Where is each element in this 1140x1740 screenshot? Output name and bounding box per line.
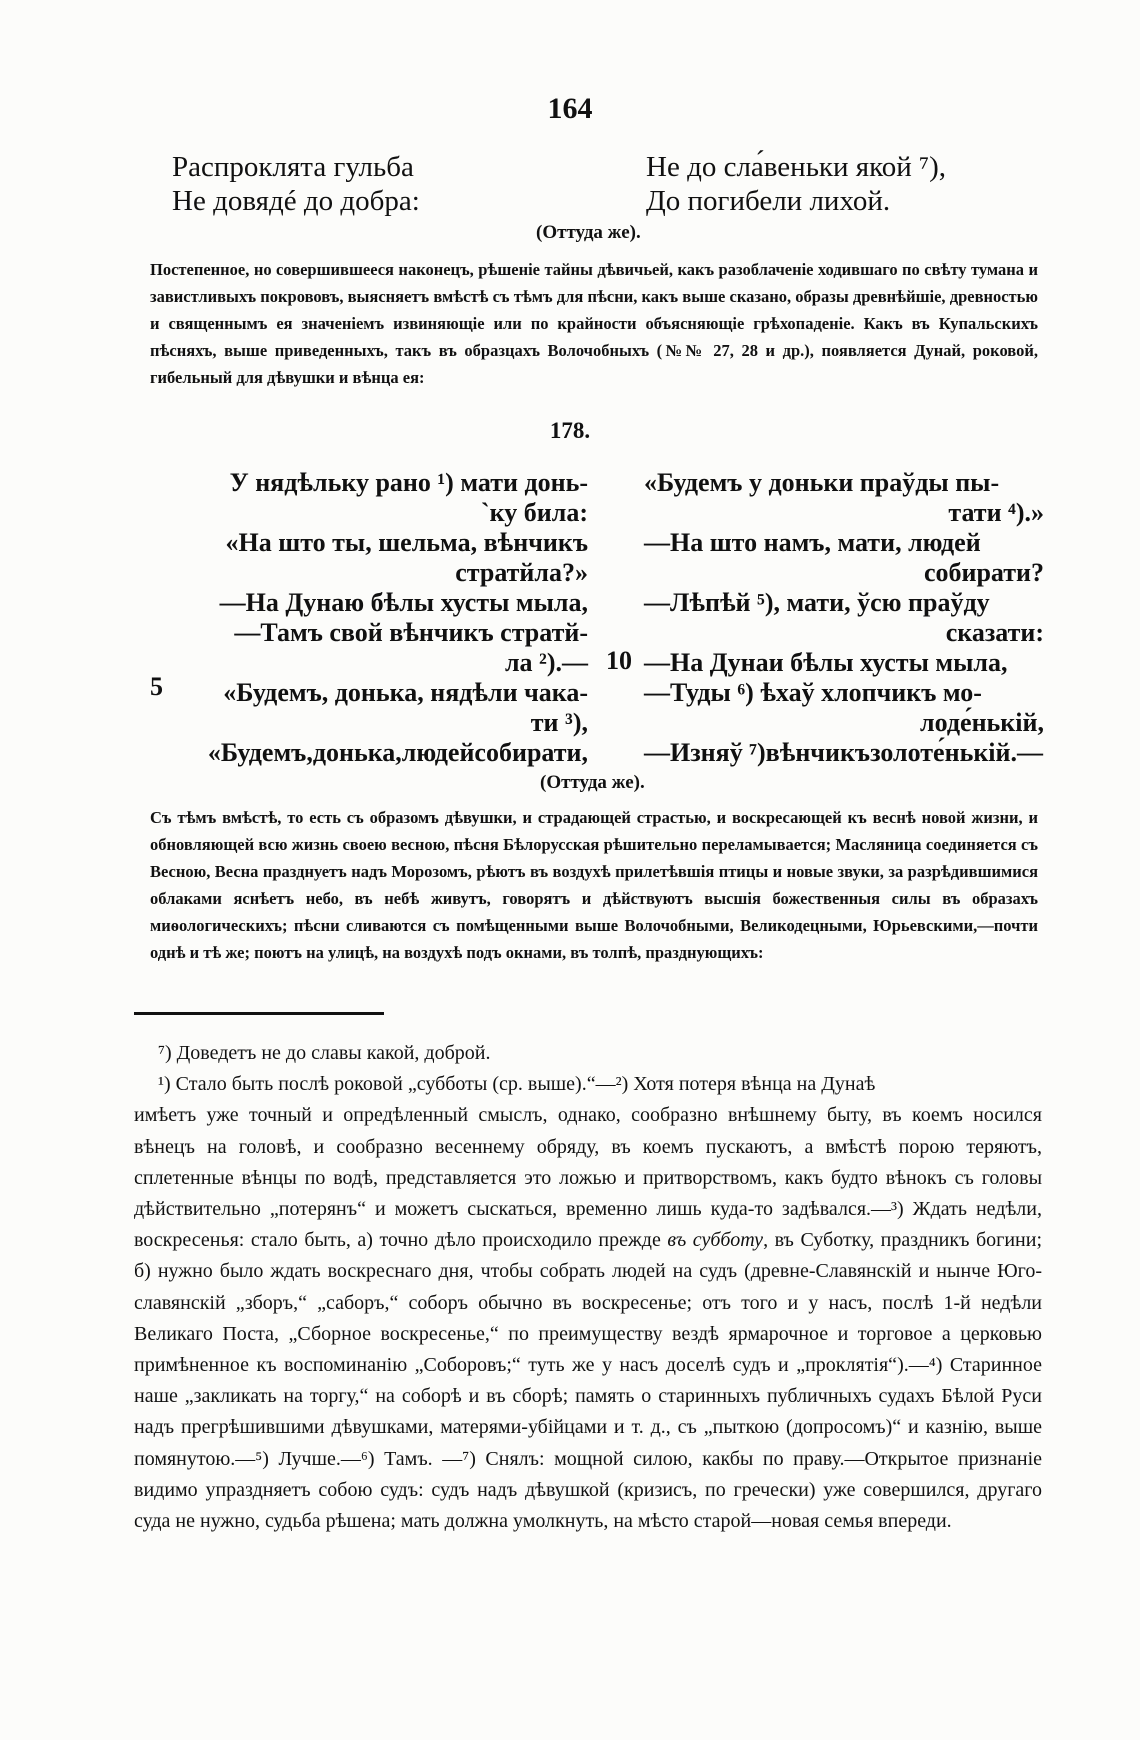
song-line: —На Дунаи бѣлы хусты мыла, [644, 648, 1008, 677]
footnote-1: ¹) Стало быть послѣ роковой „субботы (ср. выше).“—²) Хотя потеря вѣнца на Дунаѣ [158, 1073, 876, 1096]
song-line: —На Дунаю бѣлы хусты мыла, [219, 588, 588, 617]
song-line: —На што намъ, мати, людей [644, 528, 981, 557]
song-line: —Изняў ⁷)вѣнчикъзолоте́нькій.— [644, 738, 1044, 767]
song-line: «Будемъ,донька,людейсобирати, [207, 738, 588, 767]
song-line: тати ⁴).» [948, 498, 1044, 527]
page-number: 164 [547, 92, 593, 125]
verse-line: Не до сла́веньки якой ⁷), [646, 151, 947, 183]
song-left-column [150, 468, 588, 768]
song-line: «На што ты, шельма, вѣнчикъ [225, 528, 588, 557]
song-line: `ку била: [481, 498, 588, 527]
song-line: ла ²).— [504, 648, 588, 677]
song-right-column [644, 468, 1044, 768]
footnote-body [134, 1100, 1042, 1537]
footnote-7: ⁷) Доведетъ не до славы какой, доброй. [158, 1042, 491, 1064]
song-line: стратйла?» [455, 558, 588, 587]
verse-line: Не довядé до добра: [172, 185, 420, 217]
song-line: —Туды ⁶) ѣхаў хлопчикъ мо- [644, 678, 982, 707]
verse-top-right [646, 150, 946, 218]
song-line: У нядѣльку рано ¹) мати донь- [229, 468, 588, 497]
song-line: сказати: [945, 618, 1044, 647]
verse-top-left [172, 150, 420, 218]
footnote-text: имѣетъ уже точный и опредѣленный смыслъ, однако, сообразно внѣшнему быту, въ коемъ носился вѣнецъ на головѣ, и сообразно весеннему обряду, въ коемъ пускаютъ, а вмѣстѣ порою теряютъ, сплетенные вѣнцы по водѣ, представляется это ложью и притворствомъ, какъ будто вѣнокъ съ головы дѣйствительно „потерянъ“ и можетъ сыскаться, временно лишь куда-то задѣвался.—³) Ждать недѣли, воскресенья: стало быть, а) точно дѣло происходило прежде [134, 1104, 1042, 1252]
footnote-italic: въ субботу [667, 1229, 764, 1252]
line-marker-10: 10 [606, 646, 632, 675]
song-line: —Лѣпѣй ⁵), мати, ўсю праўду [644, 588, 990, 617]
prose-paragraph-2: Съ тѣмъ вмѣстѣ, то есть съ образомъ дѣвушки, и страдающей страстью, и воскресающей къ веснѣ новой жизни, и обновляющей всю жизнь своею весною, пѣсня Бѣлорусская рѣшительно переламывается; Масляница соединяется съ Весною, Весна празднуетъ надъ Морозомъ, рѣютъ въ воздухѣ прилетѣвшія птицы и новые звуки, за разрѣдившимися облаками яснѣетъ небо, въ небѣ живутъ, говорятъ и дѣйствуютъ высшія божественныя силы въ образахъ миѳологическихъ; пѣсни сливаются съ помѣщенными выше Волочобными, Великодецными, Юрьевскими,—почти однѣ и тѣ же; поютъ на улицѣ, на воздухѣ подъ окнами, въ толпѣ, празднующихъ: [150, 808, 1038, 962]
footnotes [134, 1038, 1042, 1537]
song-line: «Будемъ, донька, нядѣли чака- [223, 678, 588, 707]
footnote-text: , въ Суботку, праздникъ богини; б) нужно было ждать воскреснаго дня, чтобы собрать людей на судъ (древне-Славянскій и нынче Юго-славянскій „зборъ,“ „саборъ,“ соборъ обычно въ воскресенье; отъ того и у насъ, послѣ 1-й недѣли Великаго Поста, „Сборное воскресенье,“ по преимуществу вездѣ ярмарочное и торговое а церковью примѣненное къ воспоминанію „Соборовъ;“ туть же у насъ доселѣ судъ и „проклятія“).—⁴) Старинное наше „закликать на торгу,“ на соборѣ и въ сборѣ; память о старинныхъ публичныхъ судахъ Бѣлой Руси надъ прегрѣшившими дѣвушками, матерями-убійцами и т. д., съ „пыткою (допросомъ)“ и казнію, выше помянутою.—⁵) Лучше.—⁶) Тамъ. —⁷) Снялъ: мощной силою, какбы по праву.—Открытое признаніе видимо упраздняетъ собою судъ: судъ надъ дѣвушкой (кризисъ, по гречески) уже совершился, другаго суда не нужно, судьба рѣшена; мать должна умолкнуть, на мѣсто старой—новая семья впереди. [134, 1229, 1043, 1533]
prose-paragraph-1: Постепенное, но совершившееся наконецъ, рѣшеніе тайны дѣвичьей, какъ разоблаченіе ходившаго по свѣту тумана и завистливыхъ покрововъ, выясняетъ вмѣстѣ съ тѣмъ для пѣсни, какъ выше сказано, образы древнѣйшіе, древностью и священнымъ ея значеніемъ извиняющіе или по крайности объясняющіе грѣхопаденіе. Какъ въ Купальскихъ пѣсняхъ, выше приведенныхъ, такъ въ образцахъ Волочобныхъ (№№ 27, 28 и др.), появляется Дунай, роковой, гибельный для дѣвушки и вѣнца ея: [150, 260, 1038, 387]
song-line: ти ³), [530, 708, 588, 737]
verse-line: Распроклята гульба [172, 151, 414, 183]
verse-line: До погибели лихой. [646, 185, 891, 217]
verse-source: (Оттуда же). [536, 222, 641, 243]
line-marker-5: 5 [150, 672, 163, 701]
song-number: 178. [549, 418, 591, 443]
song-line: «Будемъ у доньки праўды пы- [644, 468, 1000, 497]
footnote-divider [134, 1012, 384, 1015]
song-line: —Тамъ свой вѣнчикъ стратй- [234, 618, 588, 647]
song-line: лоде́нькій, [920, 708, 1044, 737]
song-line: собирати? [923, 558, 1044, 587]
song-source: (Оттуда же). [540, 772, 645, 793]
